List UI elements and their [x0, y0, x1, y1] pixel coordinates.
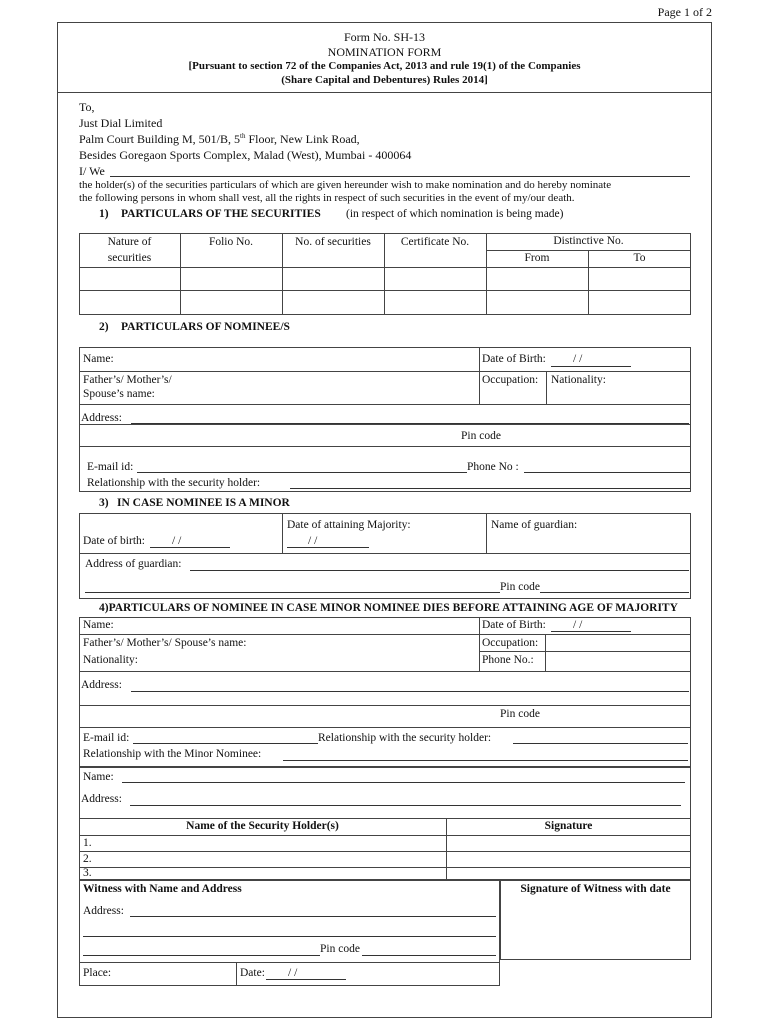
- date-field[interactable]: [266, 979, 346, 980]
- holder-address-label: Address:: [81, 793, 122, 805]
- nominee-email-field[interactable]: [137, 472, 467, 473]
- witness-address-field[interactable]: [130, 916, 496, 917]
- col-folio: Folio No.: [208, 236, 254, 248]
- witness-pincode-label: Pin code: [320, 943, 360, 955]
- alt-email-field[interactable]: [133, 743, 318, 744]
- form-number: Form No. SH-13: [343, 30, 425, 44]
- intro-line-2: the following persons in whom shall vest, all the rights in respect of such securities in the event of my/our death.: [79, 192, 575, 204]
- holder-row-2: 2.: [83, 853, 92, 865]
- witness-signature-header: Signature of Witness with date: [520, 883, 671, 895]
- col-nature-1: Nature of: [107, 236, 152, 248]
- guardian-address-field[interactable]: [190, 570, 689, 571]
- alt-nationality-label: Nationality:: [83, 654, 138, 666]
- witness-pincode-field[interactable]: [362, 955, 496, 956]
- section2-number: 2): [99, 321, 109, 333]
- guardian-pincode-label: Pin code: [500, 581, 540, 593]
- section4-title: 4)PARTICULARS OF NOMINEE IN CASE MINOR NOMINEE DIES BEFORE ATTAINING AGE OF MAJORITY: [99, 602, 678, 614]
- nominee-dob-slots: / /: [573, 353, 583, 365]
- col-certificate: Certificate No.: [400, 236, 470, 248]
- nominee-box: [79, 347, 691, 492]
- guardian-address-label: Address of guardian:: [85, 558, 182, 570]
- alt-phone-label: Phone No.:: [482, 654, 534, 666]
- nominee-address-label: Address:: [81, 412, 122, 424]
- holder-name-header: Name of the Security Holder(s): [186, 820, 339, 832]
- address-line-1: Palm Court Building M, 501/B, 5th Floor, New Link Road,: [79, 132, 360, 146]
- nominee-nationality-label: Nationality:: [551, 374, 606, 386]
- alt-dob-label: Date of Birth:: [482, 619, 546, 631]
- pursuant-line-2: (Share Capital and Debentures) Rules 2014]: [281, 74, 488, 86]
- minor-dob-slots: / /: [172, 535, 182, 547]
- holder-signature-header: Signature: [544, 820, 593, 832]
- nominee-pincode-label: Pin code: [461, 430, 501, 442]
- witness-address-field-3[interactable]: [83, 955, 320, 956]
- section3-title: IN CASE NOMINEE IS A MINOR: [117, 497, 290, 509]
- section3-number: 3): [99, 497, 109, 509]
- nominee-phone-label: Phone No :: [467, 461, 519, 473]
- nominee-dob-label: Date of Birth:: [482, 353, 546, 365]
- alt-relationship-minor-label: Relationship with the Minor Nominee:: [83, 748, 262, 760]
- nominee-relationship-field[interactable]: [290, 488, 690, 489]
- alt-occupation-label: Occupation:: [482, 637, 539, 649]
- minor-majority-field[interactable]: [287, 547, 369, 548]
- alt-dob-field[interactable]: [551, 631, 631, 632]
- nominee-occupation-label: Occupation:: [482, 374, 539, 386]
- date-slots: / /: [288, 967, 298, 979]
- nominee-relationship-label: Relationship with the security holder:: [87, 477, 261, 489]
- minor-dob-label: Date of birth:: [83, 535, 145, 547]
- company-name: Just Dial Limited: [79, 116, 163, 130]
- nominee-dob-field[interactable]: [551, 366, 631, 367]
- nominee-parent-label-1: Father’s/ Mother’s/: [83, 374, 172, 386]
- section2-title: PARTICULARS OF NOMINEE/S: [121, 321, 290, 333]
- alt-dob-slots: / /: [573, 619, 583, 631]
- section1-note: (in respect of which nomination is being made): [346, 208, 564, 220]
- col-distinctive: Distinctive No.: [553, 235, 624, 247]
- alt-address-field[interactable]: [131, 691, 689, 692]
- nominee-phone-field[interactable]: [524, 472, 690, 473]
- page-number: Page 1 of 2: [657, 5, 712, 19]
- witness-header: Witness with Name and Address: [83, 883, 242, 895]
- alt-relationship-label: Relationship with the security holder:: [318, 732, 492, 744]
- guardian-pincode-field[interactable]: [540, 592, 689, 593]
- holder-row-1: 1.: [83, 837, 92, 849]
- iwe-label: I/ We: [79, 164, 105, 178]
- address-line-2: Besides Goregaon Sports Complex, Malad (West), Mumbai - 400064: [79, 148, 412, 162]
- alt-relationship-field[interactable]: [513, 743, 688, 744]
- col-nature-2: securities: [107, 252, 152, 264]
- iwe-field[interactable]: [110, 176, 690, 177]
- to-label: To,: [79, 100, 95, 114]
- intro-line-1: the holder(s) of the securities particulars of which are given hereunder wish to make nomination and do hereby nominate: [79, 179, 612, 191]
- section1-number: 1): [99, 208, 109, 220]
- nominee-email-label: E-mail id:: [87, 461, 134, 473]
- minor-dob-field[interactable]: [150, 547, 230, 548]
- section1-title: PARTICULARS OF THE SECURITIES: [121, 208, 321, 220]
- pursuant-line-1: [Pursuant to section 72 of the Companies Act, 2013 and rule 19(1) of the Companies: [188, 60, 581, 72]
- col-num-securities: No. of securities: [295, 236, 371, 248]
- alt-address-label: Address:: [81, 679, 122, 691]
- alt-email-label: E-mail id:: [83, 732, 130, 744]
- date-label: Date:: [240, 967, 265, 979]
- alt-name-label: Name:: [83, 619, 114, 631]
- minor-majority-slots: / /: [308, 535, 318, 547]
- alt-parent-label: Father’s/ Mother’s/ Spouse’s name:: [83, 637, 247, 649]
- holder-name-label: Name:: [83, 771, 114, 783]
- holder-name-field[interactable]: [122, 782, 685, 783]
- guardian-address-field-2[interactable]: [85, 592, 500, 593]
- guardian-name-label: Name of guardian:: [491, 519, 578, 531]
- place-label: Place:: [83, 967, 112, 979]
- form-title: NOMINATION FORM: [327, 45, 442, 59]
- nominee-name-label: Name:: [83, 353, 114, 365]
- alt-relationship-minor-field[interactable]: [283, 760, 688, 761]
- witness-address-label: Address:: [83, 905, 124, 917]
- nominee-parent-label-2: Spouse’s name:: [83, 388, 155, 400]
- col-from: From: [524, 252, 550, 264]
- nominee-address-field[interactable]: [131, 423, 689, 424]
- holder-row-3: 3.: [83, 867, 92, 879]
- col-to: To: [633, 252, 646, 264]
- witness-address-field-2[interactable]: [83, 936, 496, 937]
- minor-majority-label: Date of attaining Majority:: [287, 519, 411, 531]
- alt-pincode-label: Pin code: [500, 708, 540, 720]
- holder-address-field[interactable]: [130, 805, 681, 806]
